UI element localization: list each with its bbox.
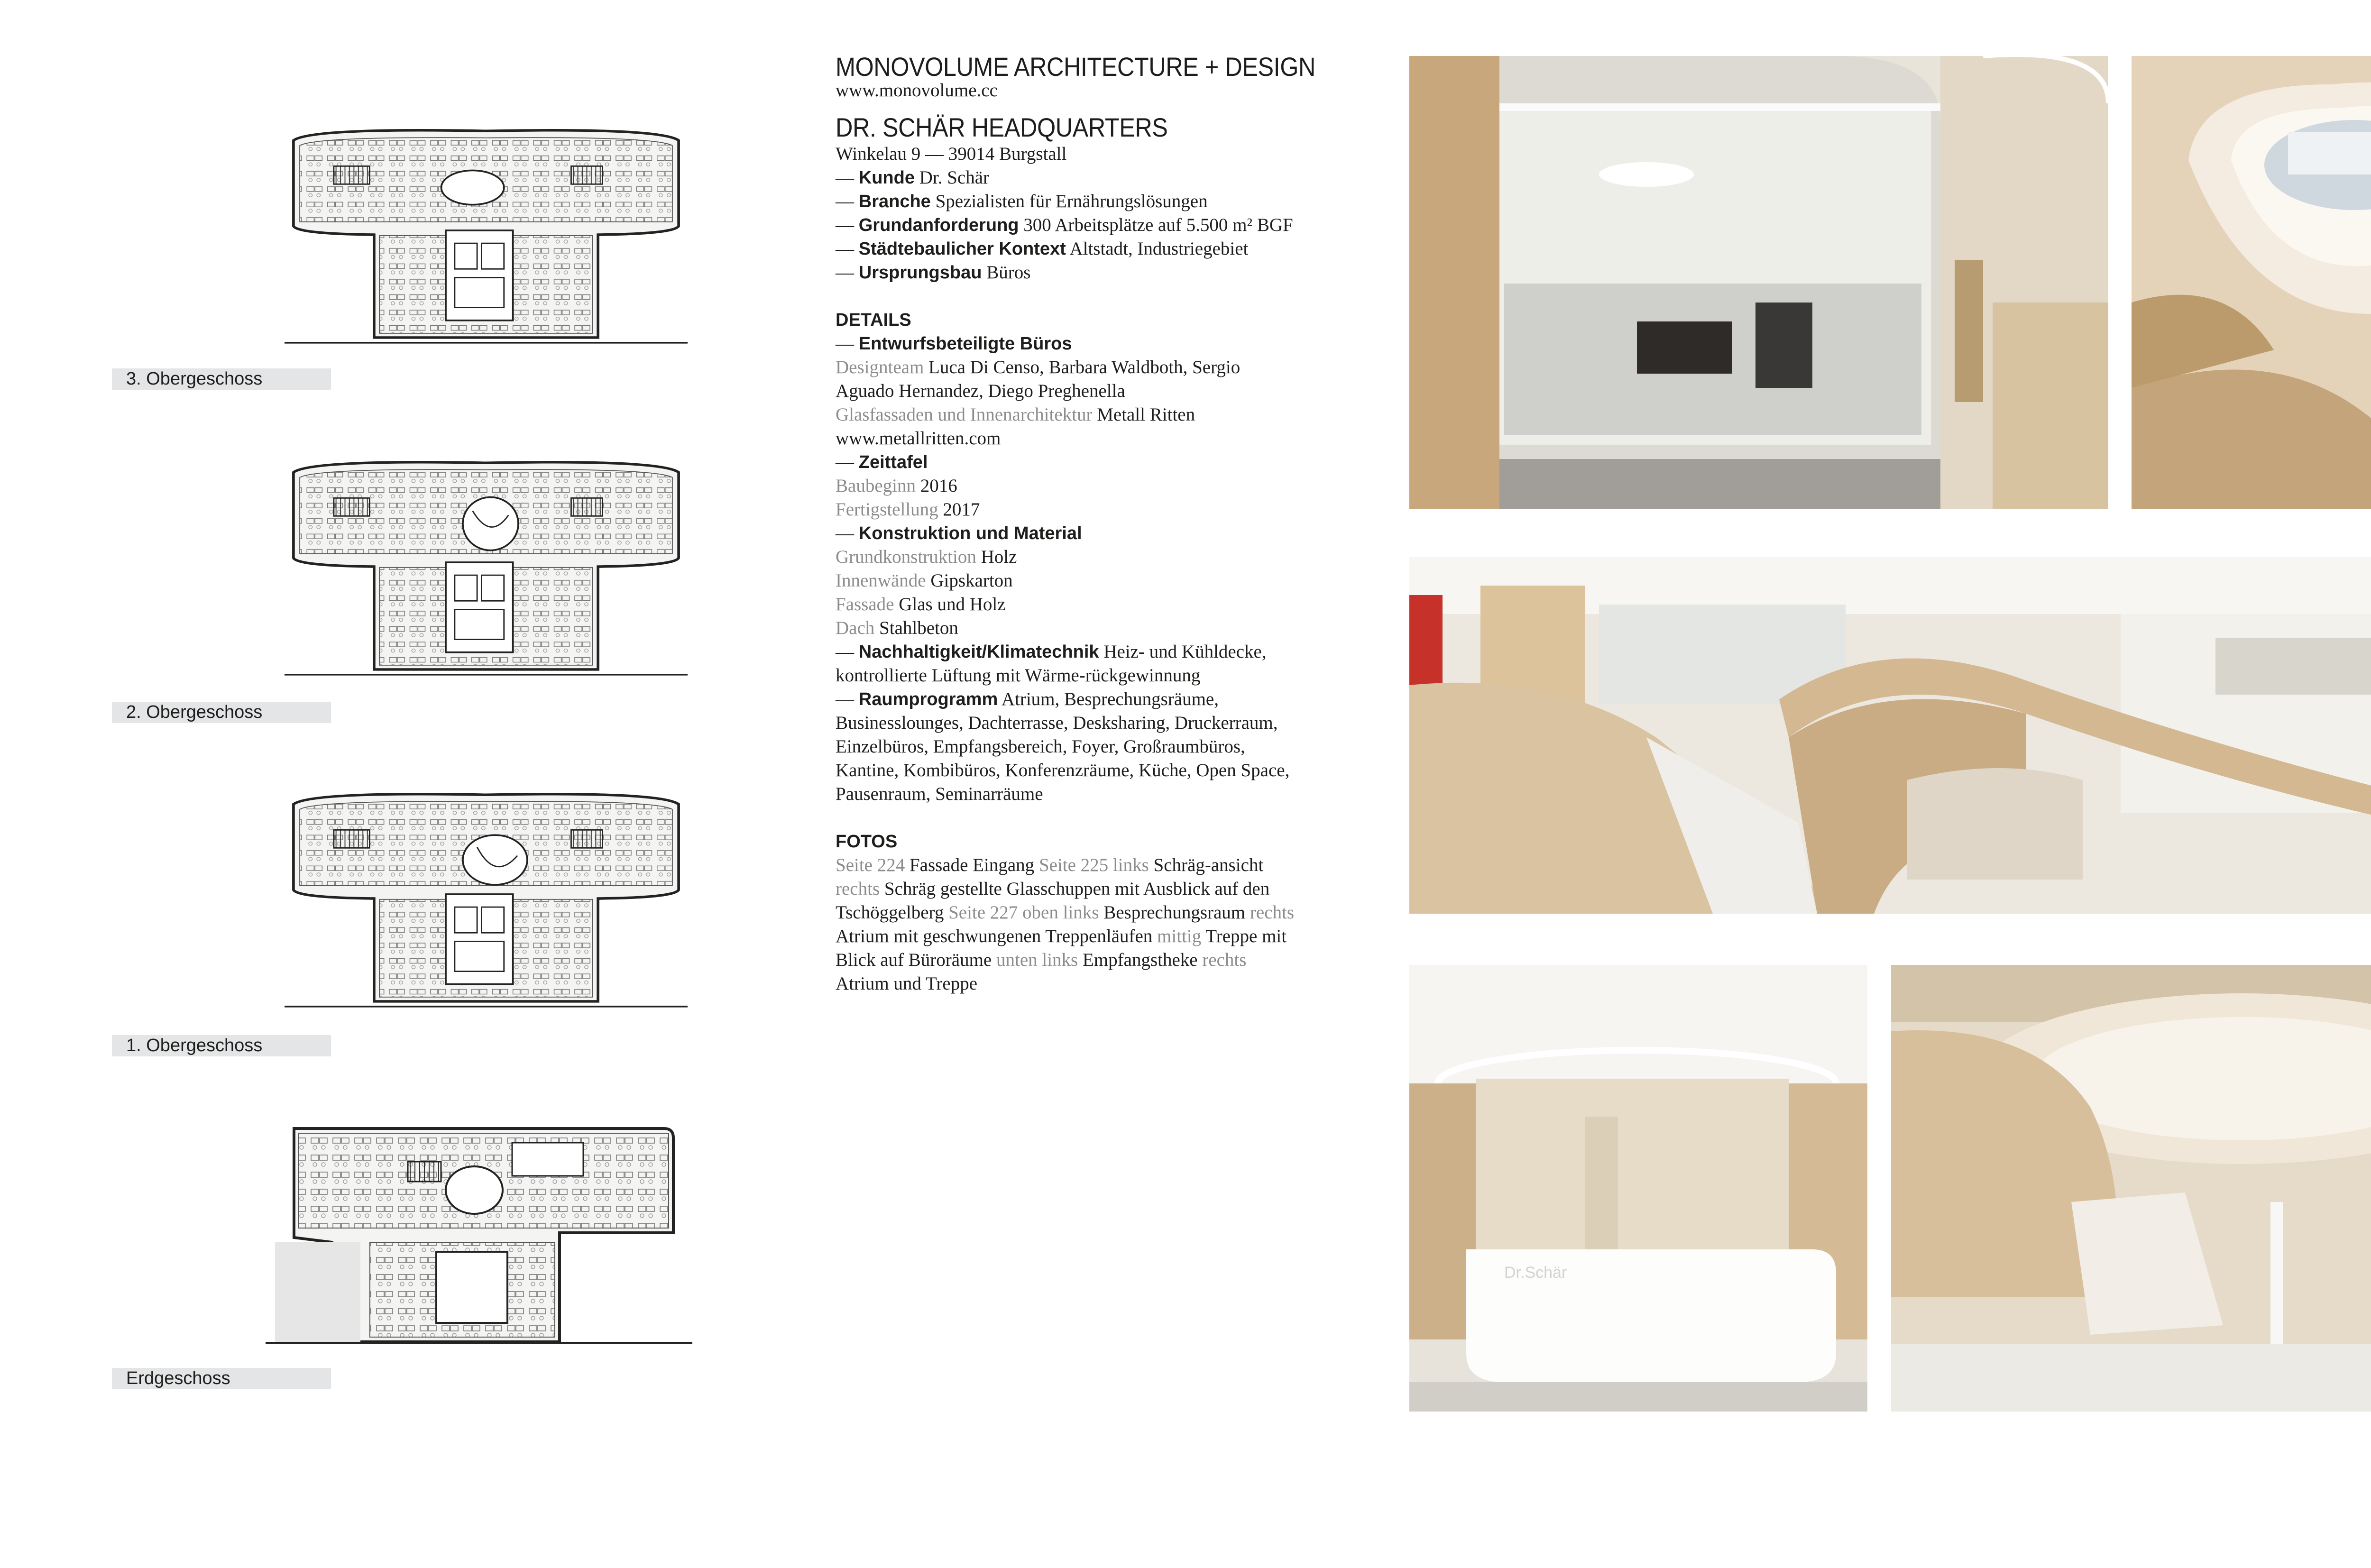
architect-url[interactable]: www.monovolume.cc: [836, 80, 998, 101]
fact-grundanforderung: — Grundanforderung 300 Arbeitsplätze auf 5.500 m² BGF: [836, 215, 1293, 235]
architect-name: MONOVOLUME ARCHITECTURE + DESIGN: [836, 52, 1315, 82]
sustainability: — Nachhaltigkeit/Klimatechnik Heiz- und Kühldecke, kontrollierte Lüftung mit Wärme-rückgewinnung: [836, 642, 1267, 686]
construction-label: — Konstruktion und Material: [836, 523, 1082, 543]
fact-kunde: — Kunde Dr. Schär: [836, 167, 990, 188]
fact-ursprungsbau: — Ursprungsbau Büros: [836, 262, 1031, 283]
fact-kontext: — Städtebaulicher Kontext Altstadt, Industriegebiet: [836, 238, 1249, 259]
project-title: DR. SCHÄR HEADQUARTERS: [836, 112, 1168, 142]
photo-meeting-room: [1409, 56, 2108, 509]
details-heading: DETAILS: [836, 310, 911, 330]
fotos-body: Seite 224 Fassade Eingang Seite 225 links Schräg-ansicht rechts Schräg gestellte Glasschuppen mit Ausblick auf den Tschöggelberg Seite 227 oben links Besprechungsraum rechts Atrium mit geschwungenen Treppenläufen mittig Treppe mit Blick auf Büroräume unten links Empfangstheke rechts Atrium und Treppe: [836, 855, 1295, 994]
fotos-heading: FOTOS: [836, 832, 898, 852]
project-text-column: [836, 52, 1315, 996]
project-address: Winkelau 9 — 39014 Burgstall: [836, 144, 1067, 164]
material-row: Grundkonstruktion Holz: [836, 547, 1017, 567]
material-row: Fassade Glas und Holz: [836, 594, 1006, 614]
project-facts: [836, 166, 1296, 284]
floorplan-1-og: [285, 787, 688, 1010]
floorplan-3-og: [285, 123, 688, 346]
plan-label-eg: Erdgeschoss: [112, 1368, 331, 1389]
designteam: Designteam Luca Di Censo, Barbara Waldboth, Sergio Aguado Hernandez, Diego Preghenella: [836, 357, 1241, 401]
glass-url[interactable]: www.metallritten.com: [836, 428, 1001, 449]
fact-branche: — Branche Spezialisten für Ernährungslösungen: [836, 191, 1208, 211]
plan-label-1og: 1. Obergeschoss: [112, 1035, 331, 1056]
photo-atrium-stairs: [1409, 557, 2371, 914]
room-program: — Raumprogramm Atrium, Besprechungsräume, Businesslounges, Dachterrasse, Desksharing, Druckerraum, Einzelbüros, Empfangsbereich, Foyer, Großraumbüros, Kantine, Kombibüros, Konferenzräume, Küche, Open Space, Pausenraum, Seminarräume: [836, 689, 1290, 804]
start-date: Baubeginn 2016: [836, 476, 957, 496]
timeline-label: — Zeittafel: [836, 452, 928, 472]
photo-reception: [1409, 965, 1867, 1412]
material-row: Dach Stahlbeton: [836, 618, 958, 638]
plan-label-2og: 2. Obergeschoss: [112, 702, 331, 723]
details-body: [836, 332, 1296, 806]
reception-sign: Dr.Schär: [1504, 1264, 1567, 1282]
photo-atrium-and-stairs: [1891, 965, 2371, 1412]
photo-atrium-skylight: [2132, 56, 2371, 509]
floorplan-eg: [266, 1119, 692, 1347]
glass-facade: Glasfassaden und Innenarchitektur Metall Ritten: [836, 404, 1195, 425]
plan-label-3og: 3. Obergeschoss: [112, 368, 331, 390]
finish-date: Fertigstellung 2017: [836, 499, 980, 520]
floorplan-2-og: [285, 455, 688, 678]
material-row: Innenwände Gipskarton: [836, 570, 1013, 591]
offices-label: — Entwurfsbeteiligte Büros: [836, 333, 1072, 354]
